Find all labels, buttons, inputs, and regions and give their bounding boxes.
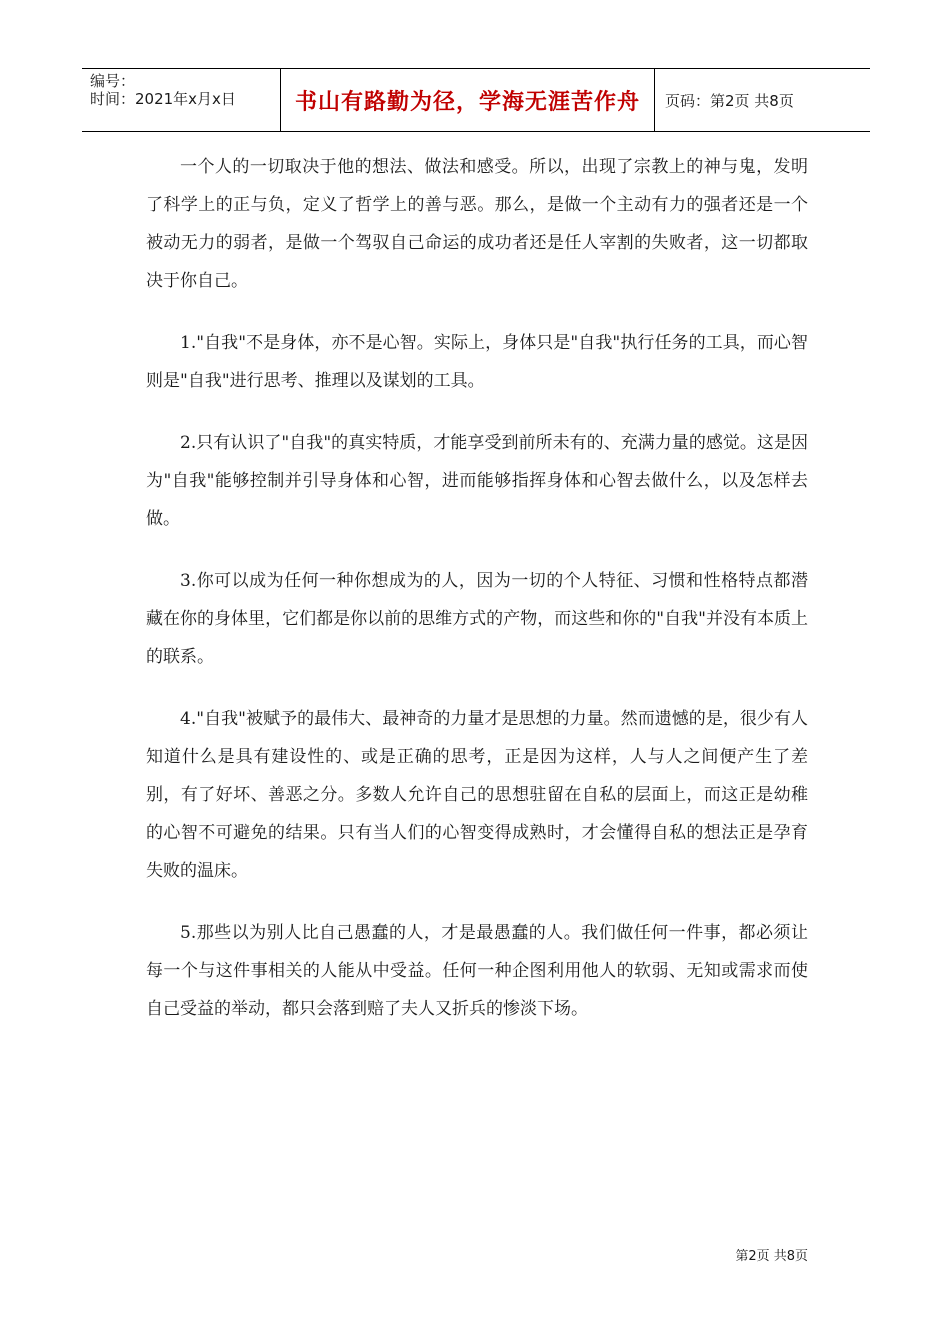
paragraph-intro: 一个人的一切取决于他的想法、做法和感受。所以，出现了宗教上的神与鬼，发明了科学上的正与负，定义了哲学上的善与恶。那么，是做一个主动有力的强者还是一个被动无力的弱者，是做一个驾驭自己命运的成功者还是任人宰割的失败者，这一切都取决于你自己。 xyxy=(146,157,808,291)
paragraph-point-3: 3.你可以成为任何一种你想成为的人，因为一切的个人特征、习惯和性格特点都潜藏在你的身体里，它们都是你以前的思维方式的产物，而这些和你的"自我"并没有本质上的联系。 xyxy=(146,571,808,667)
paragraph-point-2: 2.只有认识了"自我"的真实特质，才能享受到前所未有的、充满力量的感觉。这是因为"自我"能够控制并引导身体和心智，进而能够指挥身体和心智去做什么，以及怎样去做。 xyxy=(146,433,808,529)
header-page-info: 页码：第2页 共8页 xyxy=(665,91,794,110)
page-footer: 第2页 共8页 xyxy=(735,1249,808,1264)
header-meta xyxy=(82,69,281,131)
document-number-label: 编号： xyxy=(90,72,136,90)
page-header xyxy=(82,68,870,132)
document-date: 时间：2021年x月x日 xyxy=(90,90,236,108)
paragraph-point-5: 5.那些以为别人比自己愚蠢的人，才是最愚蠢的人。我们做任何一件事，都必须让每一个与这件事相关的人能从中受益。任何一种企图利用他人的软弱、无知或需求而使自己受益的举动，都只会落到赔了夫人又折兵的惨淡下场。 xyxy=(146,923,808,1019)
header-motto: 书山有路勤为径，学海无涯苦作舟 xyxy=(281,69,655,131)
document-body xyxy=(146,148,808,1052)
paragraph-point-1: 1."自我"不是身体，亦不是心智。实际上，身体只是"自我"执行任务的工具，而心智则是"自我"进行思考、推理以及谋划的工具。 xyxy=(146,333,808,391)
paragraph-point-4: 4."自我"被赋予的最伟大、最神奇的力量才是思想的力量。然而遗憾的是，很少有人知道什么是具有建设性的、或是正确的思考，正是因为这样，人与人之间便产生了差别，有了好坏、善恶之分。多数人允许自己的思想驻留在自私的层面上，而这正是幼稚的心智不可避免的结果。只有当人们的心智变得成熟时，才会懂得自私的想法正是孕育失败的温床。 xyxy=(146,709,808,881)
